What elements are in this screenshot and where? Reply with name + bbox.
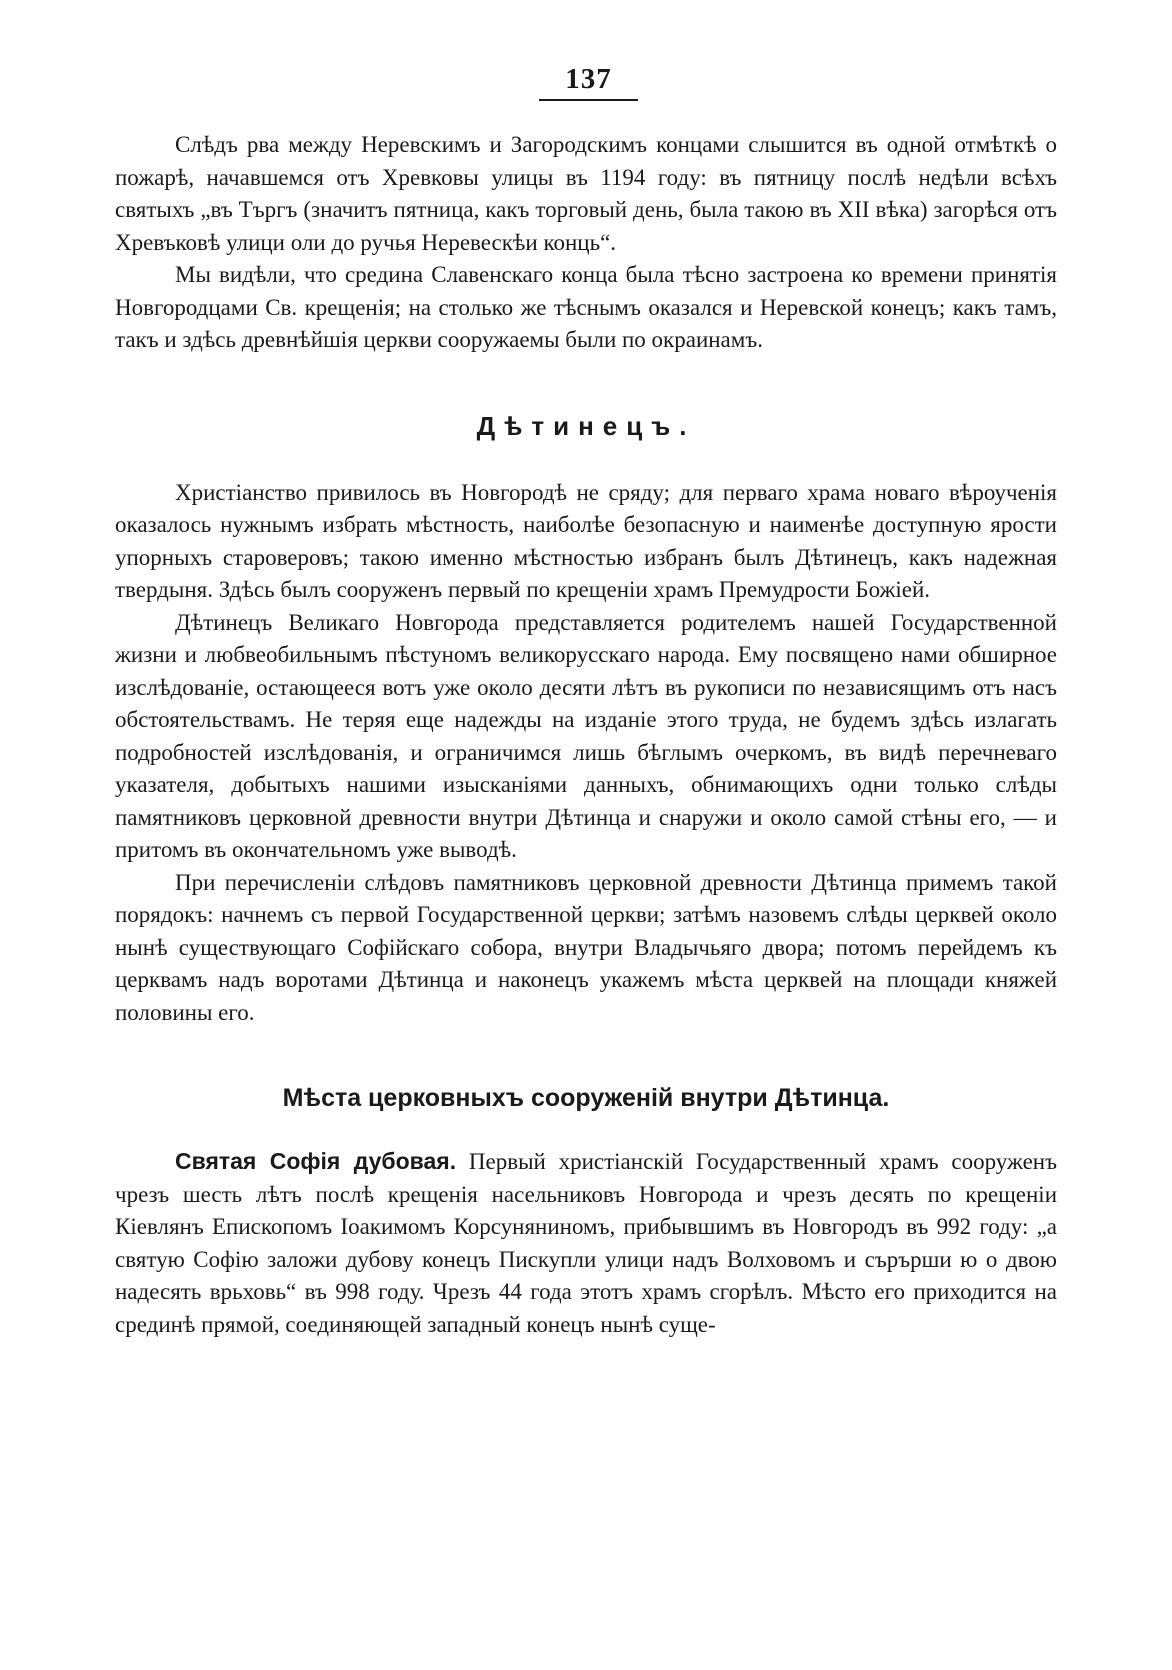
detinets-paragraph-2: Дѣтинецъ Великаго Новгорода представляется родителемъ нашей Государственной жизни и любвеобильнымъ пѣстуномъ великорусскаго народа. Ему посвящено нами обширное изслѣдованіе, остающееся вотъ уже около десяти лѣтъ въ рукописи по независящимъ отъ насъ обстоятельствамъ. Не теряя еще надежды на изданіе этого труда, не будемъ здѣсь излагать подробностей изслѣдованія, и ограничимся лишь бѣглымъ очеркомъ, въ видѣ перечневаго указателя, добытыхъ нашими изысканіями данныхъ, обнимающихъ одни только слѣды памятниковъ церковной древности внутри Дѣтинца и снаружи и около самой стѣны его, — и притомъ въ окончательномъ уже выводѣ. — [115, 609, 1057, 862]
book-page — [115, 62, 1057, 1341]
intro-paragraph-1: Слѣдъ рва между Неревскимъ и Загородскимъ концами слышится въ одной отмѣткѣ о пожарѣ, начавшемся отъ Хревковы улицы въ 1194 году: въ пятницу послѣ недѣли всѣхъ святыхъ „въ Търгъ (значитъ пятница, какъ торговый день, была такою въ XII вѣка) загорѣся отъ Хревъковѣ улици оли до ручья Неревескѣи конць“. — [115, 132, 1057, 255]
sophia-lead-title: Святая Софія дубовая. — [175, 1148, 457, 1174]
sophia-paragraph-text: Первый христіанскій Государственный храмъ сооруженъ чрезъ шесть лѣтъ послѣ крещенія насельниковъ Новгорода и чрезъ десять по крещеніи Кіевлянъ Епископомъ Іоакимомъ Корсуняниномъ, прибывшимъ въ Новгородъ въ 992 году: „а святую Софію заложи дубову конецъ Пискупли улици надъ Волховомъ и сърърши ю о двою надесять врьховь“ въ 998 году. Чрезъ 44 года этотъ храмъ сгорѣлъ. Мѣсто его приходится на срединѣ прямой, соединяющей западный конецъ нынѣ суще- — [115, 1149, 1057, 1337]
section-heading-detinets: Дѣтинецъ. — [476, 410, 696, 441]
sophia-paragraph — [115, 1145, 1057, 1341]
page-number-container — [115, 62, 1057, 101]
intro-paragraph-2: Мы видѣли, что средина Славенскаго конца была тѣсно застроена ко времени принятія Новгородцами Св. крещенія; на столько же тѣснымъ оказался и Неревской конецъ; какъ тамъ, такъ и здѣсь древнѣйшія церкви сооружаемы были по окраинамъ. — [115, 262, 1057, 352]
detinets-paragraph-1: Христіанство привилось въ Новгородѣ не сряду; для перваго храма новаго вѣроученія оказалось нужнымъ избрать мѣстность, наиболѣе безопасную и наименѣе доступную ярости упорныхъ староверовъ; такою именно мѣстностью избранъ былъ Дѣтинецъ, какъ надежная твердыня. Здѣсь былъ сооруженъ первый по крещеніи храмъ Премудрости Божіей. — [115, 479, 1057, 602]
section-heading-church-sites: Мѣста церковныхъ сооруженій внутри Дѣтинца. — [282, 1084, 890, 1112]
detinets-paragraph-3: При перечисленіи слѣдовъ памятниковъ церковной древности Дѣтинца примемъ такой порядокъ: начнемъ съ первой Государственной церкви; затѣмъ назовемъ слѣды церквей около нынѣ существующаго Софійскаго собора, внутри Владычьяго двора; потомъ перейдемъ къ церквамъ надъ воротами Дѣтинца и наконецъ укажемъ мѣста церквей на площади княжей половины его. — [115, 869, 1057, 1025]
page-number: 137 — [539, 62, 638, 101]
